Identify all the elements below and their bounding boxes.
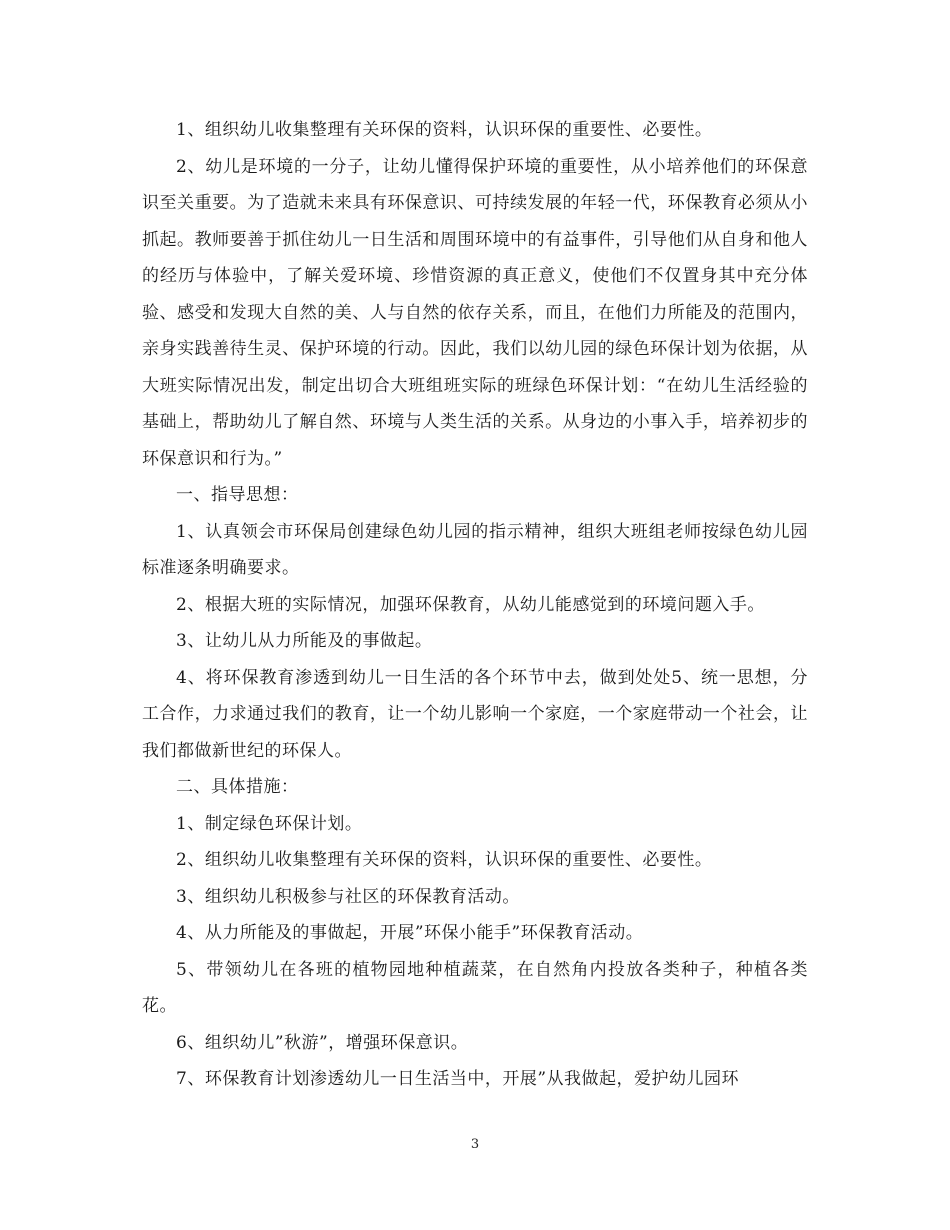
section-heading: 一、指导思想： bbox=[176, 485, 299, 505]
paragraph: 4、从力所能及的事做起，开展”环保小能手”环保教育活动。 bbox=[176, 923, 644, 943]
paragraph: 4、将环保教育渗透到幼儿一日生活的各个环节中去，做到处处5、统一思想，分工合作，力求通过我们的教育，让一个幼儿影响一个家庭，一个家庭带动一个社会，让我们都做新世纪的环保人。 bbox=[142, 667, 808, 761]
document-body bbox=[142, 112, 808, 1098]
paragraph: 3、组织幼儿积极参与社区的环保教育活动。 bbox=[176, 886, 520, 907]
paragraph: 6、组织幼儿”秋游”，增强环保意识。 bbox=[176, 1032, 469, 1053]
paragraph: 1、组织幼儿收集整理有关环保的资料，认识环保的重要性、必要性。 bbox=[176, 120, 713, 140]
paragraph: 7、环保教育计划渗透幼儿一日生活当中，开展”从我做起，爱护幼儿园环 bbox=[176, 1069, 740, 1089]
page-number: 3 bbox=[470, 1137, 480, 1152]
section-heading: 二、具体措施： bbox=[176, 777, 299, 797]
paragraph: 2、幼儿是环境的一分子，让幼儿懂得保护环境的重要性，从小培养他们的环保意识至关重要。为了造就未来具有环保意识、可持续发展的年轻一代，环保教育必须从小抓起。教师要善于抓住幼儿一日生活和周围环境中的有益事件，引导他们从自身和他人的经历与体验中，了解关爱环境、珍惜资源的真正意义，使他们不仅置身其中充分体验、感受和发现大自然的美、人与自然的依存关系，而且，在他们力所能及的范围内，亲身实践善待生灵、保护环境的行动。因此，我们以幼儿园的绿色环保计划为依据，从大班实际情况出发，制定出切合大班组班实际的班绿色环保计划：“在幼儿生活经验的基础上，帮助幼儿了解自然、环境与人类生活的关系。从身边的小事入手，培养初步的环保意识和行为。” bbox=[142, 156, 808, 469]
paragraph: 3、让幼儿从力所能及的事做起。 bbox=[176, 631, 433, 651]
paragraph: 2、组织幼儿收集整理有关环保的资料，认识环保的重要性、必要性。 bbox=[176, 850, 713, 870]
paragraph: 1、认真领会市环保局创建绿色幼儿园的指示精神，组织大班组老师按绿色幼儿园标准逐条明确要求。 bbox=[142, 521, 808, 578]
paragraph: 5、带领幼儿在各班的植物园地种植蔬菜，在自然角内投放各类种子，种植各类花。 bbox=[142, 959, 808, 1016]
paragraph: 1、制定绿色环保计划。 bbox=[176, 813, 363, 834]
paragraph: 2、根据大班的实际情况，加强环保教育，从幼儿能感觉到的环境问题入手。 bbox=[176, 594, 765, 615]
